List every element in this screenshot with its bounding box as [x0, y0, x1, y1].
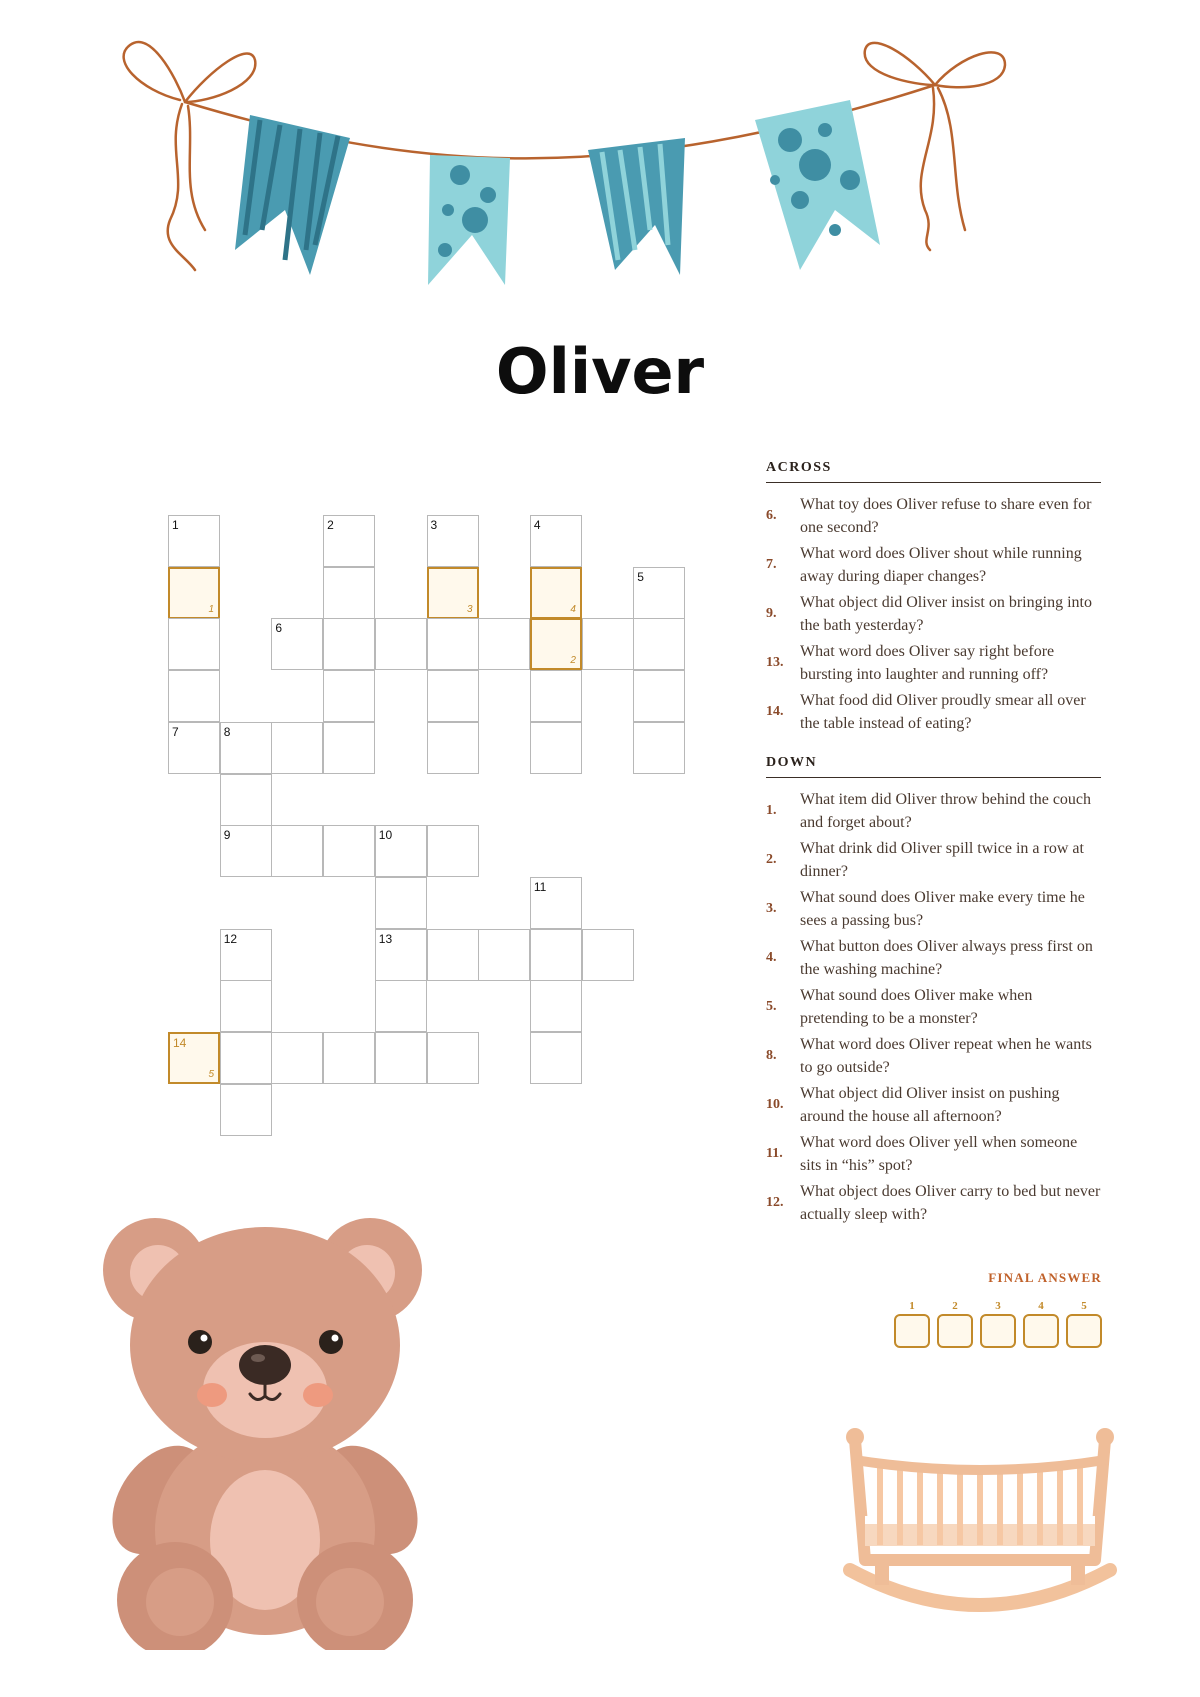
- grid-cell[interactable]: [271, 722, 323, 774]
- highlighted-grid-cell[interactable]: [530, 567, 582, 619]
- final-answer-slot: [894, 1300, 930, 1348]
- across-clue: [766, 591, 1101, 637]
- clue-text: What sound does Oliver make when pretending to be a monster?: [800, 987, 1033, 1027]
- grid-cell[interactable]: [375, 1032, 427, 1084]
- grid-cell[interactable]: [220, 1032, 272, 1084]
- clue-text: What sound does Oliver make every time he sees a passing bus?: [800, 889, 1085, 929]
- cell-clue-number: 8: [223, 724, 231, 739]
- grid-cell[interactable]: [427, 722, 479, 774]
- cell-clue-number: 12: [223, 931, 238, 946]
- final-answer-input-box[interactable]: [937, 1314, 973, 1348]
- clue-text: What object did Oliver insist on bringing into the bath yesterday?: [800, 594, 1092, 634]
- clue-number: 3.: [766, 901, 777, 916]
- final-letter-index: 4: [570, 603, 576, 615]
- grid-cell[interactable]: [323, 567, 375, 619]
- clue-text: What drink did Oliver spill twice in a row at dinner?: [800, 840, 1084, 880]
- teddy-bear-icon: [100, 1210, 430, 1650]
- down-clue: [766, 1131, 1101, 1177]
- down-clue-list: [766, 788, 1101, 1226]
- across-clue: [766, 542, 1101, 588]
- grid-cell[interactable]: [375, 825, 427, 877]
- clue-text: What food did Oliver proudly smear all over the table instead of eating?: [800, 692, 1086, 732]
- cell-clue-number: 6: [275, 621, 283, 636]
- clue-text: What button does Oliver always press first on the washing machine?: [800, 938, 1093, 978]
- grid-cell[interactable]: [427, 929, 479, 981]
- down-clue: [766, 886, 1101, 932]
- grid-cell[interactable]: [478, 618, 530, 670]
- grid-cell[interactable]: [478, 929, 530, 981]
- final-letter-index: 1: [208, 603, 214, 615]
- final-slot-number: 2: [952, 1300, 958, 1312]
- clue-text: What word does Oliver repeat when he wants to go outside?: [800, 1036, 1092, 1076]
- final-answer-slot: [937, 1300, 973, 1348]
- grid-cell[interactable]: [168, 618, 220, 670]
- grid-cell[interactable]: [271, 1032, 323, 1084]
- cell-clue-number: 3: [430, 518, 438, 532]
- cell-clue-number: 10: [378, 828, 393, 843]
- cell-clue-number: 14: [173, 1036, 187, 1050]
- down-heading: DOWN: [766, 755, 1101, 778]
- clue-number: 1.: [766, 803, 777, 818]
- down-clue: [766, 1033, 1101, 1079]
- clues-panel: [766, 460, 1101, 1229]
- grid-cell[interactable]: [375, 929, 427, 981]
- final-slot-number: 3: [995, 1300, 1001, 1312]
- grid-cell[interactable]: [168, 670, 220, 722]
- final-slot-number: 1: [909, 1300, 915, 1312]
- grid-cell[interactable]: [220, 825, 272, 877]
- cell-clue-number: 7: [172, 724, 179, 739]
- clue-number: 11.: [766, 1146, 783, 1161]
- grid-cell[interactable]: [530, 670, 582, 722]
- final-answer-slot: [1023, 1300, 1059, 1348]
- page-title: Oliver: [495, 335, 705, 408]
- clue-number: 14.: [766, 704, 784, 719]
- clue-number: 5.: [766, 999, 777, 1014]
- clue-text: What toy does Oliver refuse to share even for one second?: [800, 496, 1092, 536]
- grid-cell[interactable]: [375, 618, 427, 670]
- final-answer-input-box[interactable]: [894, 1314, 930, 1348]
- down-clue: [766, 1180, 1101, 1226]
- grid-cell[interactable]: [323, 1032, 375, 1084]
- across-clue: [766, 493, 1101, 539]
- baby-cradle-icon: [835, 1415, 1125, 1635]
- final-answer-slot: [1066, 1300, 1102, 1348]
- clue-number: 9.: [766, 606, 777, 621]
- final-answer: [880, 1270, 1102, 1348]
- grid-cell[interactable]: [427, 670, 479, 722]
- down-clue: [766, 984, 1101, 1030]
- grid-cell[interactable]: [427, 1032, 479, 1084]
- grid-cell[interactable]: [375, 877, 427, 929]
- clue-number: 10.: [766, 1097, 784, 1112]
- grid-cell[interactable]: [168, 515, 220, 567]
- clue-text: What word does Oliver yell when someone sits in “his” spot?: [800, 1134, 1078, 1174]
- highlighted-grid-cell[interactable]: [168, 1032, 220, 1084]
- final-letter-index: 2: [570, 655, 576, 667]
- grid-cell[interactable]: [582, 618, 634, 670]
- grid-cell[interactable]: [220, 1084, 272, 1136]
- final-answer-slot: [980, 1300, 1016, 1348]
- grid-cell[interactable]: [323, 618, 375, 670]
- flag-dotted-2: [755, 100, 880, 270]
- highlighted-grid-cell[interactable]: [530, 618, 582, 670]
- clue-number: 7.: [766, 557, 777, 572]
- final-answer-boxes: [880, 1300, 1102, 1348]
- grid-cell[interactable]: [271, 618, 323, 670]
- final-answer-input-box[interactable]: [1066, 1314, 1102, 1348]
- across-clue-list: [766, 493, 1101, 735]
- cell-clue-number: 13: [378, 931, 393, 946]
- grid-cell[interactable]: [427, 515, 479, 567]
- grid-cell[interactable]: [530, 1032, 582, 1084]
- grid-cell[interactable]: [633, 567, 685, 619]
- cell-clue-number: 9: [223, 828, 231, 843]
- clue-text: What item did Oliver throw behind the couch and forget about?: [800, 791, 1092, 831]
- clue-text: What word does Oliver say right before bursting into laughter and running off?: [800, 643, 1055, 683]
- clue-number: 2.: [766, 852, 777, 867]
- grid-cell[interactable]: [633, 618, 685, 670]
- grid-cell[interactable]: [530, 722, 582, 774]
- grid-cell[interactable]: [427, 618, 479, 670]
- crossword-grid: [0, 0, 700, 1150]
- grid-cell[interactable]: [220, 929, 272, 981]
- clue-number: 6.: [766, 508, 777, 523]
- grid-cell[interactable]: [168, 722, 220, 774]
- grid-cell[interactable]: [530, 980, 582, 1032]
- grid-cell[interactable]: [375, 980, 427, 1032]
- final-slot-number: 5: [1081, 1300, 1087, 1312]
- clue-number: 13.: [766, 655, 784, 670]
- final-slot-number: 4: [1038, 1300, 1044, 1312]
- final-answer-title: FINAL ANSWER: [988, 1270, 1102, 1285]
- down-clue: [766, 788, 1101, 834]
- grid-cell[interactable]: [220, 722, 272, 774]
- cell-clue-number: 11: [533, 879, 547, 894]
- highlighted-grid-cell[interactable]: [427, 567, 479, 619]
- down-clue: [766, 837, 1101, 883]
- grid-cell[interactable]: [220, 774, 272, 826]
- grid-cell[interactable]: [323, 825, 375, 877]
- cell-clue-number: 2: [327, 518, 334, 532]
- final-answer-input-box[interactable]: [980, 1314, 1016, 1348]
- grid-cell[interactable]: [530, 929, 582, 981]
- final-letter-index: 5: [208, 1069, 214, 1080]
- clue-text: What object did Oliver insist on pushing around the house all afternoon?: [800, 1085, 1060, 1125]
- highlighted-grid-cell[interactable]: [168, 567, 220, 619]
- down-clue: [766, 1082, 1101, 1128]
- grid-cell[interactable]: [633, 670, 685, 722]
- grid-cell[interactable]: [427, 825, 479, 877]
- clue-number: 12.: [766, 1195, 784, 1210]
- clue-text: What object does Oliver carry to bed but never actually sleep with?: [800, 1183, 1101, 1223]
- across-heading: ACROSS: [766, 460, 1101, 483]
- grid-cell[interactable]: [582, 929, 634, 981]
- across-clue: [766, 640, 1101, 686]
- clue-number: 8.: [766, 1048, 777, 1063]
- grid-cell[interactable]: [633, 722, 685, 774]
- cell-clue-number: 4: [533, 518, 541, 532]
- final-answer-input-box[interactable]: [1023, 1314, 1059, 1348]
- grid-cell[interactable]: [530, 877, 582, 929]
- grid-cell[interactable]: [220, 980, 272, 1032]
- final-letter-index: 3: [466, 603, 473, 615]
- grid-cell[interactable]: [323, 670, 375, 722]
- clue-text: What word does Oliver shout while running away during diaper changes?: [800, 545, 1082, 585]
- grid-cell[interactable]: [271, 825, 323, 877]
- across-clue: [766, 689, 1101, 735]
- grid-cell[interactable]: [323, 515, 375, 567]
- clue-number: 4.: [766, 950, 777, 965]
- grid-cell[interactable]: [323, 722, 375, 774]
- down-clue: [766, 935, 1101, 981]
- grid-cell[interactable]: [530, 515, 582, 567]
- cell-clue-number: 5: [637, 569, 644, 584]
- cell-clue-number: 1: [172, 518, 179, 532]
